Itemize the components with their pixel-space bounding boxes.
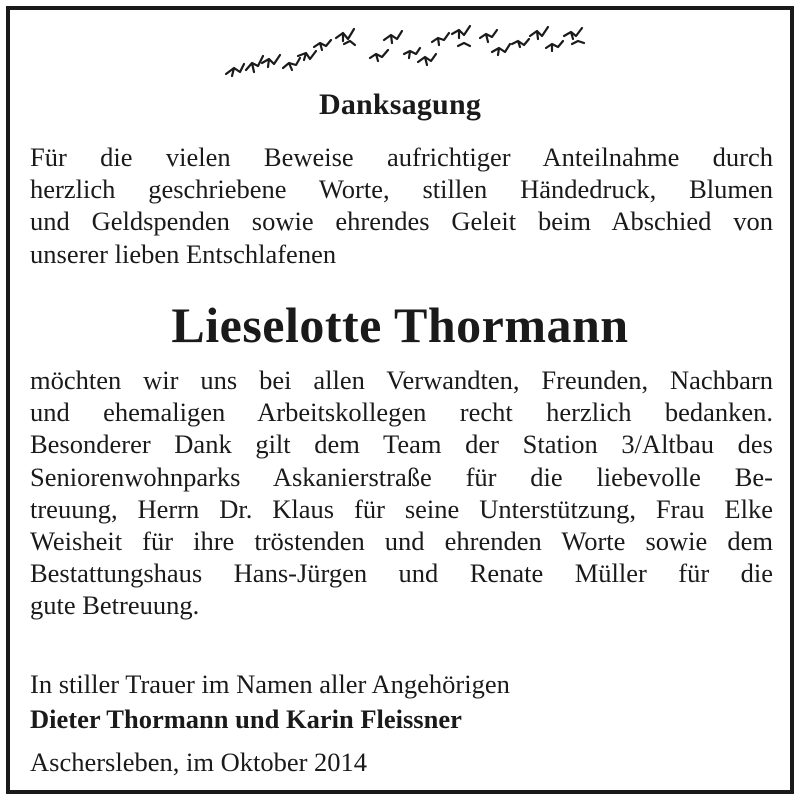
intro-line: herzlich geschriebene Worte, stillen Händedruck, Blumen — [30, 174, 773, 205]
thanks-line: treuung, Herrn Dr. Klaus für seine Unterstützung, Frau Elke — [30, 493, 773, 524]
thanks-line: Seniorenwohnparks Askanierstraße für die liebevolle Be- — [30, 461, 773, 492]
thanks-line: Bestattungshaus Hans-Jürgen und Renate Müller für die — [30, 558, 773, 589]
thanks-line: Weisheit für ihre tröstenden und ehrenden Worte sowie dem — [30, 526, 773, 557]
intro-line: unserer lieben Entschlafenen — [30, 238, 337, 269]
thanks-line: und ehemaligen Arbeitskollegen recht herzlich bedanken. — [30, 397, 773, 428]
intro-line: und Geldspenden sowie ehrendes Geleit beim Abschied von — [30, 206, 773, 237]
thanks-line: Besonderer Dank gilt dem Team der Station 3/Altbau des — [30, 429, 773, 460]
deceased-name: Lieselotte Thormann — [171, 297, 629, 353]
flying-birds-icon — [0, 0, 800, 90]
intro-line: Für die vielen Beweise aufrichtiger Anteilnahme durch — [30, 142, 773, 172]
mourning-line: In stiller Trauer im Namen aller Angehörigen — [30, 669, 510, 699]
heading-title: Danksagung — [318, 88, 482, 121]
thanks-line: möchten wir uns bei allen Verwandten, Freunden, Nachbarn — [30, 365, 773, 395]
thanks-paragraph — [30, 364, 773, 622]
signatories: Dieter Thormann und Karin Fleissner — [30, 704, 462, 734]
thanks-line: gute Betreuung. — [30, 590, 200, 621]
place-date: Aschersleben, im Oktober 2014 — [30, 747, 368, 777]
intro-paragraph — [30, 141, 773, 270]
